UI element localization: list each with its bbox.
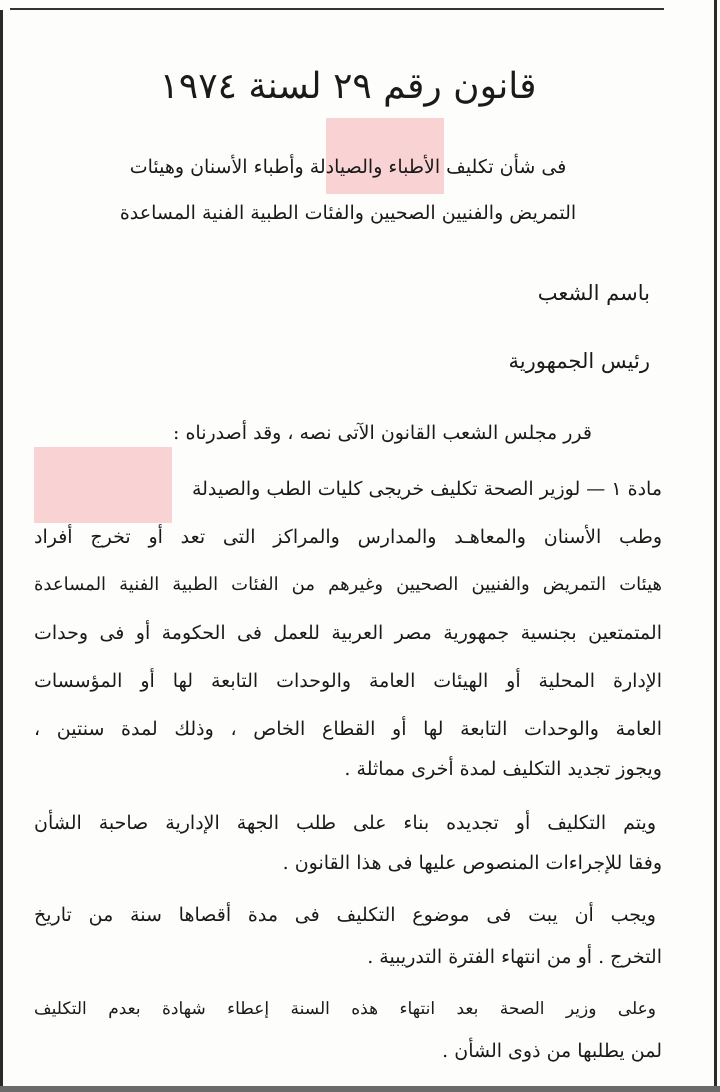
law-subtitle-line-2: التمريض والفنيين الصحيين والفئات الطبية الفنية المساعدة (119, 202, 577, 224)
article1-line-2: وطب الأسنان والمعاهـد والمدارس والمراكز التى تعد أو تخرج أفراد (34, 526, 662, 548)
article1-line-3: هيئات التمريض والفنيين الصحيين وغيرهم من الفئات الطبية الفنية المساعدة (34, 574, 662, 595)
bottom-edge (0, 1086, 720, 1092)
president-of-the-republic: رئيس الجمهورية (508, 349, 650, 373)
law-title: قانون رقم ٢٩ لسنة ١٩٧٤ (159, 66, 537, 107)
article1-line-5: الإدارة المحلية أو الهيئات العامة والوحدات التابعة لها أو المؤسسات (34, 670, 662, 692)
right-border-line (714, 0, 717, 1092)
paragraph2-line-1: ويتم التكليف أو تجديده بناء على طلب الجهة الإدارية صاحبة الشأن (34, 812, 656, 834)
preamble: قرر مجلس الشعب القانون الآتى نصه ، وقد أصدرناه : (173, 422, 592, 444)
article1-line-1: مادة ١ — لوزير الصحة تكليف خريجى كليات الطب والصيدلة (191, 478, 662, 500)
top-border-line (10, 8, 664, 10)
paragraph4-line-1: وعلى وزير الصحة بعد انتهاء هذه السنة إعطاء شهادة بعدم التكليف (34, 999, 656, 1019)
in-the-name-of-the-people: باسم الشعب (537, 281, 650, 305)
paragraph4-line-2: لمن يطلبها من ذوى الشأن . (442, 1040, 662, 1062)
paragraph3-line-2: التخرج . أو من انتهاء الفترة التدريبية . (367, 946, 662, 968)
paragraph2-line-2: وفقا للإجراءات المنصوص عليها فى هذا القانون . (282, 852, 662, 874)
article1-line-7: ويجوز تجديد التكليف لمدة أخرى مماثلة . (344, 758, 662, 780)
law-subtitle-line-1: فى شأن تكليف الأطباء والصيادلة وأطباء الأسنان وهيئات (129, 156, 567, 178)
article1-line-6: العامة والوحدات التابعة لها أو القطاع الخاص ، وذلك لمدة سنتين ، (34, 718, 662, 740)
article1-line-4: المتمتعين بجنسية جمهورية مصر العربية للعمل فى الحكومة أو فى وحدات (34, 622, 662, 644)
paragraph3-line-1: ويجب أن يبت فى موضوع التكليف فى مدة أقصاها سنة من تاريخ (34, 904, 656, 926)
left-border-line (0, 10, 3, 1092)
